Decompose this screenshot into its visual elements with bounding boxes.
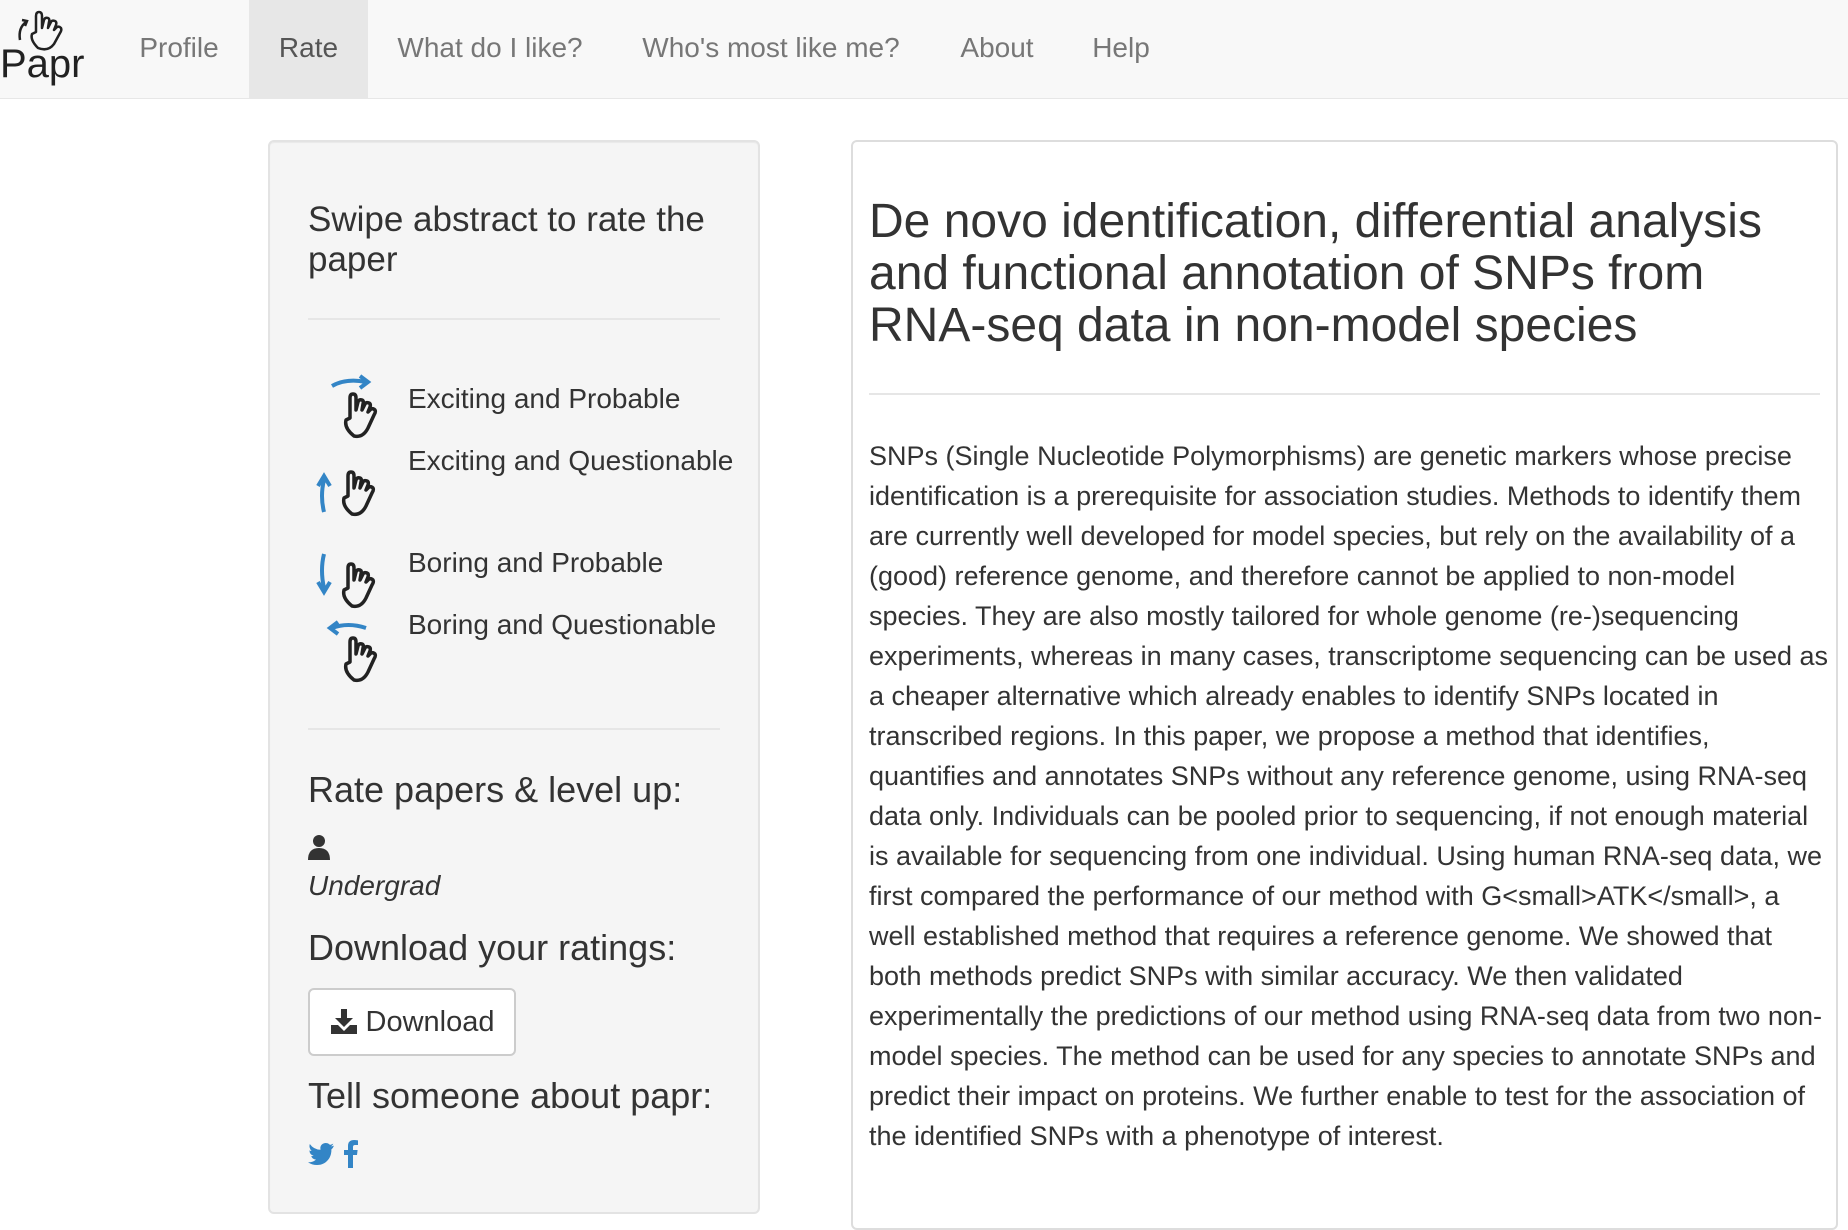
paper-abstract[interactable]: SNPs (Single Nucleotide Polymorphisms) are genetic markers whose precise identification is a prerequisite for association studies. Methods to identify them are currently well developed for model species, but rely on the availability of a (good) reference genome, and therefore cannot be applied to non-model species. They are also mostly tailored for whole genome (re-)sequencing experiments, whereas in many cases, transcriptome sequencing can be used as a cheaper alternative which already enables to identify SNPs located in transcribed regions. In this paper, we propose a method that identifies, quantifies and annotates SNPs without any reference genome, using RNA-seq data only. Individuals can be pooled prior to sequencing, if not enough material is available for sequencing from one individual. Using human RNA-seq data, we first compared the performance of our method with G<small>ATK</small>, a well established method that requires a reference genome. We showed that both methods predict SNPs with similar accuracy. We then validated experimentally the predictions of our method using RNA-seq data from two non-model species. The method can be used for any species to annotate SNPs and predict their impact on proteins. We further enable to test for the association of the identified SNPs with a phenotype of interest. xyxy=(869,441,1829,1151)
nav-what-do-i-like[interactable]: What do I like? xyxy=(397,32,583,63)
share-heading: Tell someone about papr: xyxy=(308,1075,713,1116)
legend-boring-probable: Boring and Probable xyxy=(408,547,664,578)
nav-profile[interactable]: Profile xyxy=(139,32,219,63)
divider xyxy=(308,728,720,730)
legend-boring-questionable: Boring and Questionable xyxy=(408,609,717,640)
brand-logo[interactable] xyxy=(0,0,100,99)
level-heading: Rate papers & level up: xyxy=(308,769,683,810)
twitter-icon[interactable] xyxy=(308,1140,334,1168)
download-heading: Download your ratings: xyxy=(308,927,677,968)
swipe-right-icon xyxy=(318,370,390,440)
download-label: Download xyxy=(365,1005,495,1038)
nav-whos-most-like-me[interactable]: Who's most like me? xyxy=(642,32,900,63)
download-icon xyxy=(330,1009,358,1035)
nav-about[interactable]: About xyxy=(960,32,1034,63)
download-button[interactable] xyxy=(308,988,516,1056)
swipe-instruction: Swipe abstract to rate the paper xyxy=(308,200,705,279)
brand-name: Papr xyxy=(0,42,85,86)
facebook-icon[interactable] xyxy=(344,1140,358,1168)
legend-exciting-probable: Exciting and Probable xyxy=(408,383,681,414)
user-rank: Undergrad xyxy=(308,870,441,901)
user-icon xyxy=(308,834,330,860)
legend-exciting-questionable: Exciting and Questionable xyxy=(408,445,734,476)
divider xyxy=(869,393,1820,395)
paper-title: De novo identification, differential analysis and functional annotation of SNPs from RNA-seq data in non-model species xyxy=(869,195,1762,352)
nav-help[interactable]: Help xyxy=(1092,32,1150,63)
swipe-left-icon xyxy=(318,614,390,684)
nav-rate[interactable]: Rate xyxy=(249,0,368,98)
top-navbar xyxy=(0,0,1848,99)
divider xyxy=(308,318,720,320)
swipe-up-icon xyxy=(312,452,384,522)
swipe-down-icon xyxy=(312,544,384,614)
